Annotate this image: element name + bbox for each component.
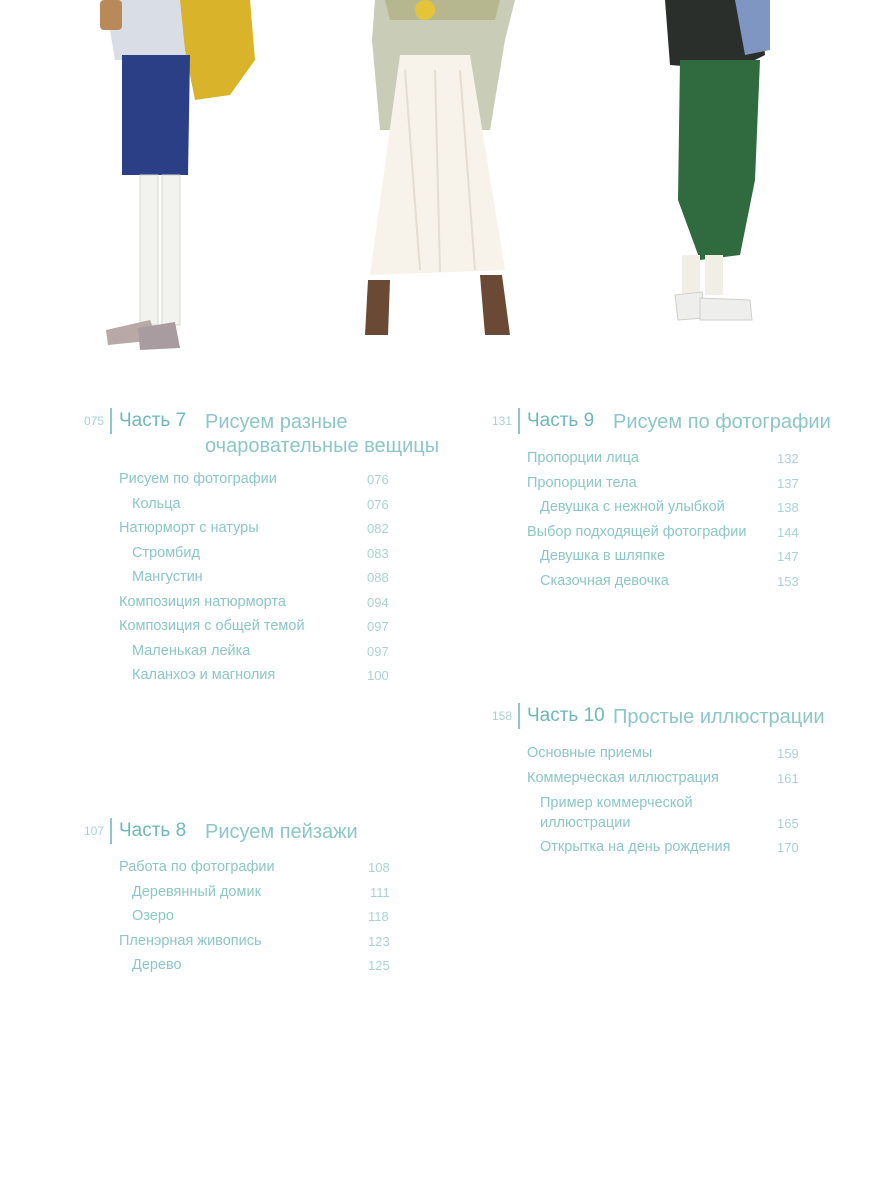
toc-entry[interactable] (527, 473, 799, 493)
toc-part-7 (80, 408, 460, 698)
entry-title: Коммерческая иллюстрация (527, 770, 719, 786)
entry-title: Пленэрная живопись (119, 933, 262, 949)
part-divider (110, 408, 112, 434)
figure-center (365, 0, 515, 335)
toc-entry[interactable] (119, 931, 390, 951)
part-title-line: Рисуем по фотографии (613, 411, 831, 433)
entry-page: 132 (777, 451, 799, 466)
figure-right (665, 0, 770, 320)
part-divider (518, 703, 520, 729)
part-start-page: 075 (83, 414, 104, 428)
entry-title: Девушка в шляпке (540, 548, 666, 564)
toc-subentry[interactable] (540, 571, 799, 591)
toc-entry[interactable] (119, 469, 389, 489)
entry-page: 118 (368, 909, 389, 924)
toc-subentry[interactable] (132, 494, 389, 514)
part-label: Часть 10 (527, 705, 605, 726)
entry-title: Натюрморт с натуры (119, 520, 259, 536)
toc-entry[interactable] (527, 448, 799, 468)
entry-page: 159 (777, 746, 799, 761)
entry-page: 170 (777, 840, 799, 855)
toc-subentry[interactable] (540, 813, 799, 833)
part-title (613, 705, 825, 729)
entry-page: 125 (368, 958, 390, 973)
entry-title: Работа по фотографии (119, 859, 275, 875)
part-title-line: Рисуем разные (205, 411, 348, 433)
part-heading (80, 408, 460, 457)
part-divider (110, 818, 112, 844)
toc-subentry[interactable] (540, 793, 693, 813)
part-start-page: 131 (491, 414, 512, 428)
toc-entry[interactable] (527, 768, 799, 788)
toc-entry[interactable] (119, 592, 389, 612)
entry-page: 100 (367, 668, 389, 683)
toc-subentry[interactable] (132, 567, 389, 587)
toc-subentry[interactable] (540, 497, 799, 517)
entry-page: 097 (367, 644, 389, 659)
entry-page: 153 (777, 574, 799, 589)
part-title-line: очаровательные вещицы (205, 435, 440, 457)
entry-page: 138 (777, 500, 799, 515)
entry-title: иллюстрации (540, 815, 631, 831)
entry-page: 076 (367, 472, 389, 487)
toc-subentry[interactable] (540, 546, 799, 566)
part-label: Часть 8 (119, 820, 187, 841)
entry-title: Сказочная девочка (540, 573, 669, 589)
toc-subentry[interactable] (132, 955, 390, 975)
toc-subentry[interactable] (132, 906, 389, 926)
entry-title: Девушка с нежной улыбкой (540, 499, 725, 515)
toc-entry[interactable] (527, 743, 799, 763)
entry-page: 082 (367, 521, 389, 536)
toc-subentry[interactable] (132, 641, 389, 661)
entry-page: 108 (368, 860, 390, 875)
part-heading (488, 408, 868, 436)
part-title-line: Рисуем пейзажи (205, 821, 358, 843)
entry-title: Кольца (132, 496, 181, 512)
entry-page: 094 (367, 595, 389, 610)
entry-page: 111 (370, 885, 390, 900)
entry-page: 088 (367, 570, 389, 585)
entry-title: Композиция натюрморта (119, 594, 286, 610)
entry-title: Пропорции тела (527, 475, 637, 491)
toc-part-9 (488, 408, 868, 598)
entry-title: Деревянный домик (132, 884, 261, 900)
entry-page: 083 (367, 546, 389, 561)
entry-title: Маленькая лейка (132, 643, 251, 659)
entry-page: 137 (777, 476, 799, 491)
figure-left (100, 0, 255, 350)
entry-title: Рисуем по фотографии (119, 471, 277, 487)
entry-title: Пример коммерческой (540, 795, 693, 811)
entry-title: Основные приемы (527, 745, 653, 761)
toc-part-10 (488, 703, 878, 873)
toc-entry[interactable] (119, 518, 389, 538)
part-title-line: Простые иллюстрации (613, 706, 825, 728)
entry-title: Стромбид (132, 545, 200, 561)
toc-part-8 (80, 818, 460, 988)
toc-entry[interactable] (527, 522, 799, 542)
toc-subentry[interactable] (132, 882, 390, 902)
entry-page: 147 (777, 549, 799, 564)
entry-page: 097 (367, 619, 389, 634)
part-label: Часть 9 (527, 410, 595, 431)
entry-title: Дерево (132, 957, 182, 973)
entry-title: Композиция с общей темой (119, 618, 305, 634)
part-heading (80, 818, 460, 846)
toc-entry[interactable] (119, 857, 390, 877)
part-title (205, 410, 439, 458)
part-title (613, 410, 831, 434)
entry-title: Озеро (132, 908, 174, 924)
entry-page: 123 (368, 934, 390, 949)
fashion-figures-illustration (0, 0, 889, 380)
entry-page: 161 (777, 771, 799, 786)
entry-title: Выбор подходящей фотографии (527, 524, 747, 540)
entry-page: 144 (777, 525, 799, 540)
entry-title: Каланхоэ и магнолия (132, 667, 276, 683)
part-start-page: 158 (491, 709, 512, 723)
toc-subentry[interactable] (540, 837, 799, 857)
part-title (205, 820, 358, 844)
entry-title: Пропорции лица (527, 450, 639, 466)
part-divider (518, 408, 520, 434)
entry-page: 076 (367, 497, 389, 512)
entry-title: Открытка на день рождения (540, 839, 731, 855)
part-label: Часть 7 (119, 410, 187, 431)
toc-subentry[interactable] (132, 543, 389, 563)
toc-subentry[interactable] (132, 665, 389, 685)
part-heading (488, 703, 878, 731)
part-start-page: 107 (83, 824, 104, 838)
entry-page: 165 (777, 816, 799, 831)
entry-title: Мангустин (132, 569, 203, 585)
toc-entry[interactable] (119, 616, 389, 636)
